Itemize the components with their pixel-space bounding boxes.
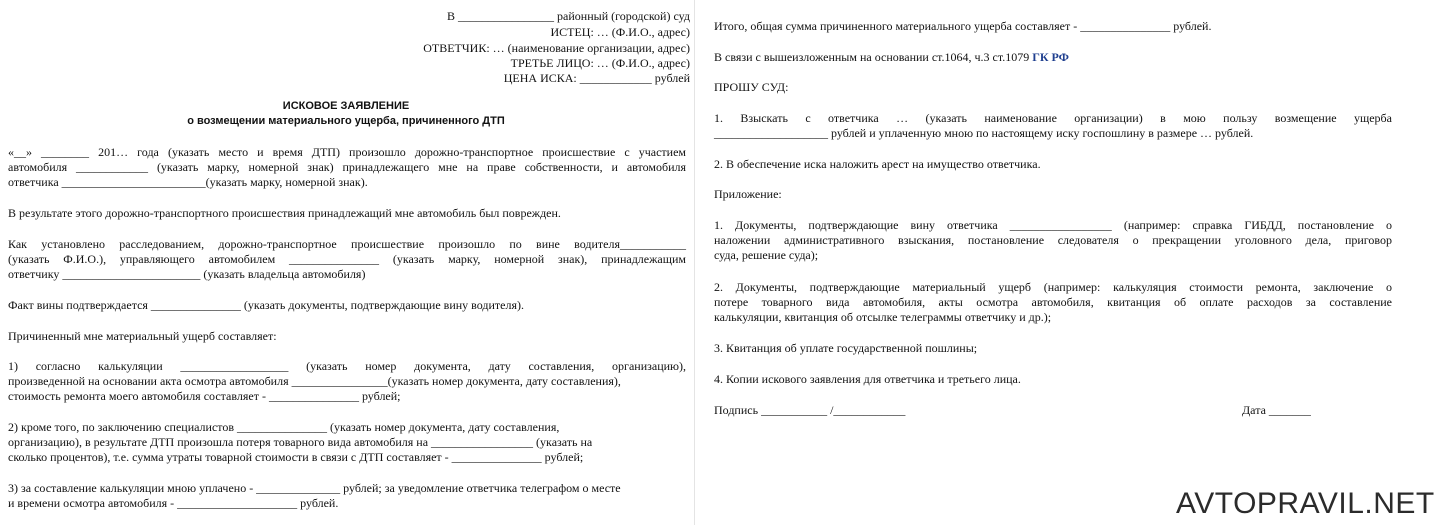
appendix-item-1-cont: наложении административного взыскания, постановление следователя о прекращении уголовного дела, приговор xyxy=(714,233,1392,247)
page-divider xyxy=(694,0,695,525)
basis-text: В связи с вышеизложенным на основании ст.1064, ч.3 ст.1079 xyxy=(714,50,1030,64)
appendix-item-1-cont: суда, решение суда); xyxy=(714,248,819,262)
paragraph-line: 3) за составление калькуляции мною уплачено - ______________ рублей; за уведомление ответчика телеграфом о месте xyxy=(8,481,621,495)
appendix-heading: Приложение: xyxy=(714,187,782,201)
paragraph-line: организацию), в результате ДТП произошла потеря товарного вида автомобиля на _________________ (указать на xyxy=(8,435,593,449)
paragraph-line: произведенной на основании акта осмотра автомобиля ________________(указать номер документа, дату составления), xyxy=(8,374,621,388)
appendix-item-4: 4. Копии искового заявления для ответчика и третьего лица. xyxy=(714,372,1021,386)
document-subtitle: о возмещении материального ущерба, причиненного ДТП xyxy=(187,115,505,127)
civil-code-link[interactable]: ГК РФ xyxy=(1032,50,1069,64)
request-item-2: 2. В обеспечение иска наложить арест на имущество ответчика. xyxy=(714,157,1041,171)
appendix-item-3: 3. Квитанция об уплате государственной пошлины; xyxy=(714,341,978,355)
request-item-1: 1. Взыскать с ответчика … (указать наименование организации) в мою пользу возмещение ущерба xyxy=(714,111,1392,125)
paragraph-line: и времени осмотра автомобиля - ____________________ рублей. xyxy=(8,496,339,510)
third-party-line: ТРЕТЬЕ ЛИЦО: … (Ф.И.О., адрес) xyxy=(510,56,690,70)
appendix-item-2-cont: потере товарного вида автомобиля, акты осмотра автомобиля, квитанция об оплате расходов за составление xyxy=(714,295,1392,309)
appendix-item-2: 2. Документы, подтверждающие материальный ущерб (например: калькуляция стоимости ремонта, заключение о xyxy=(714,280,1392,294)
total-line: Итого, общая сумма причиненного материального ущерба составляет - _______________ рублей. xyxy=(714,19,1212,33)
paragraph-line: 1) согласно калькуляции __________________ (указать номер документа, дату составления, организацию), xyxy=(8,359,686,373)
paragraph-line: ответчику _______________________ (указать владельца автомобиля) xyxy=(8,267,366,281)
plaintiff-line: ИСТЕЦ: … (Ф.И.О., адрес) xyxy=(550,25,690,39)
paragraph-line: (указать Ф.И.О.), управляющего автомобилем _______________ (указать марку, номерной знак), принадлежащим xyxy=(8,252,686,266)
appendix-item-1: 1. Документы, подтверждающие вину ответчика _________________ (например: справка ГИБДД, постановление о xyxy=(714,218,1392,232)
defendant-line: ОТВЕТЧИК: … (наименование организации, адрес) xyxy=(423,41,690,55)
paragraph-line: Причиненный мне материальный ущерб составляет: xyxy=(8,329,277,343)
document-title: ИСКОВОЕ ЗАЯВЛЕНИЕ xyxy=(282,100,410,112)
paragraph-line: В результате этого дорожно-транспортного происшествия принадлежащий мне автомобиль был поврежден. xyxy=(8,206,561,220)
paragraph-line: «__» ________ 201… года (указать место и время ДТП) произошло дорожно-транспортное происшествие с участием xyxy=(8,145,686,159)
paragraph-line: ответчика ________________________(указать марку, номерной знак). xyxy=(8,175,368,189)
paragraph-line: 2) кроме того, по заключению специалистов _______________ (указать номер документа, дату составления, xyxy=(8,420,560,434)
basis-line xyxy=(714,50,1069,64)
paragraph-line: Как установлено расследованием, дорожно-транспортное происшествие произошло по вине водителя___________ xyxy=(8,237,686,251)
paragraph-line: стоимость ремонта моего автомобиля составляет - _______________ рублей; xyxy=(8,389,401,403)
right-page xyxy=(700,0,1400,525)
left-page xyxy=(0,0,692,525)
date-line: Дата _______ xyxy=(1242,403,1311,417)
paragraph-line: автомобиля ____________ (указать марку, номерной знак) принадлежащего мне на праве собственности, и автомобиля xyxy=(8,160,686,174)
request-item-1-cont: ___________________ рублей и уплаченную мною по настоящему иску госпошлину в размере … рублей. xyxy=(714,126,1254,140)
court-line: В ________________ районный (городской) суд xyxy=(447,9,690,23)
request-heading: ПРОШУ СУД: xyxy=(714,80,789,94)
claim-price-line: ЦЕНА ИСКА: ____________ рублей xyxy=(503,71,690,85)
paragraph-line: сколько процентов), т.е. сумма утраты товарной стоимости в связи с ДТП составляет - _______________ рублей; xyxy=(8,450,584,464)
site-watermark: AVTOPRAVIL.NET xyxy=(1176,487,1435,520)
paragraph-line: Факт вины подтверждается _______________ (указать документы, подтверждающие вину водителя). xyxy=(8,298,524,312)
appendix-item-2-cont: калькуляции, квитанция об отсылке телеграммы ответчику и др.); xyxy=(714,310,1052,324)
signature-line: Подпись ___________ /____________ xyxy=(714,403,906,417)
